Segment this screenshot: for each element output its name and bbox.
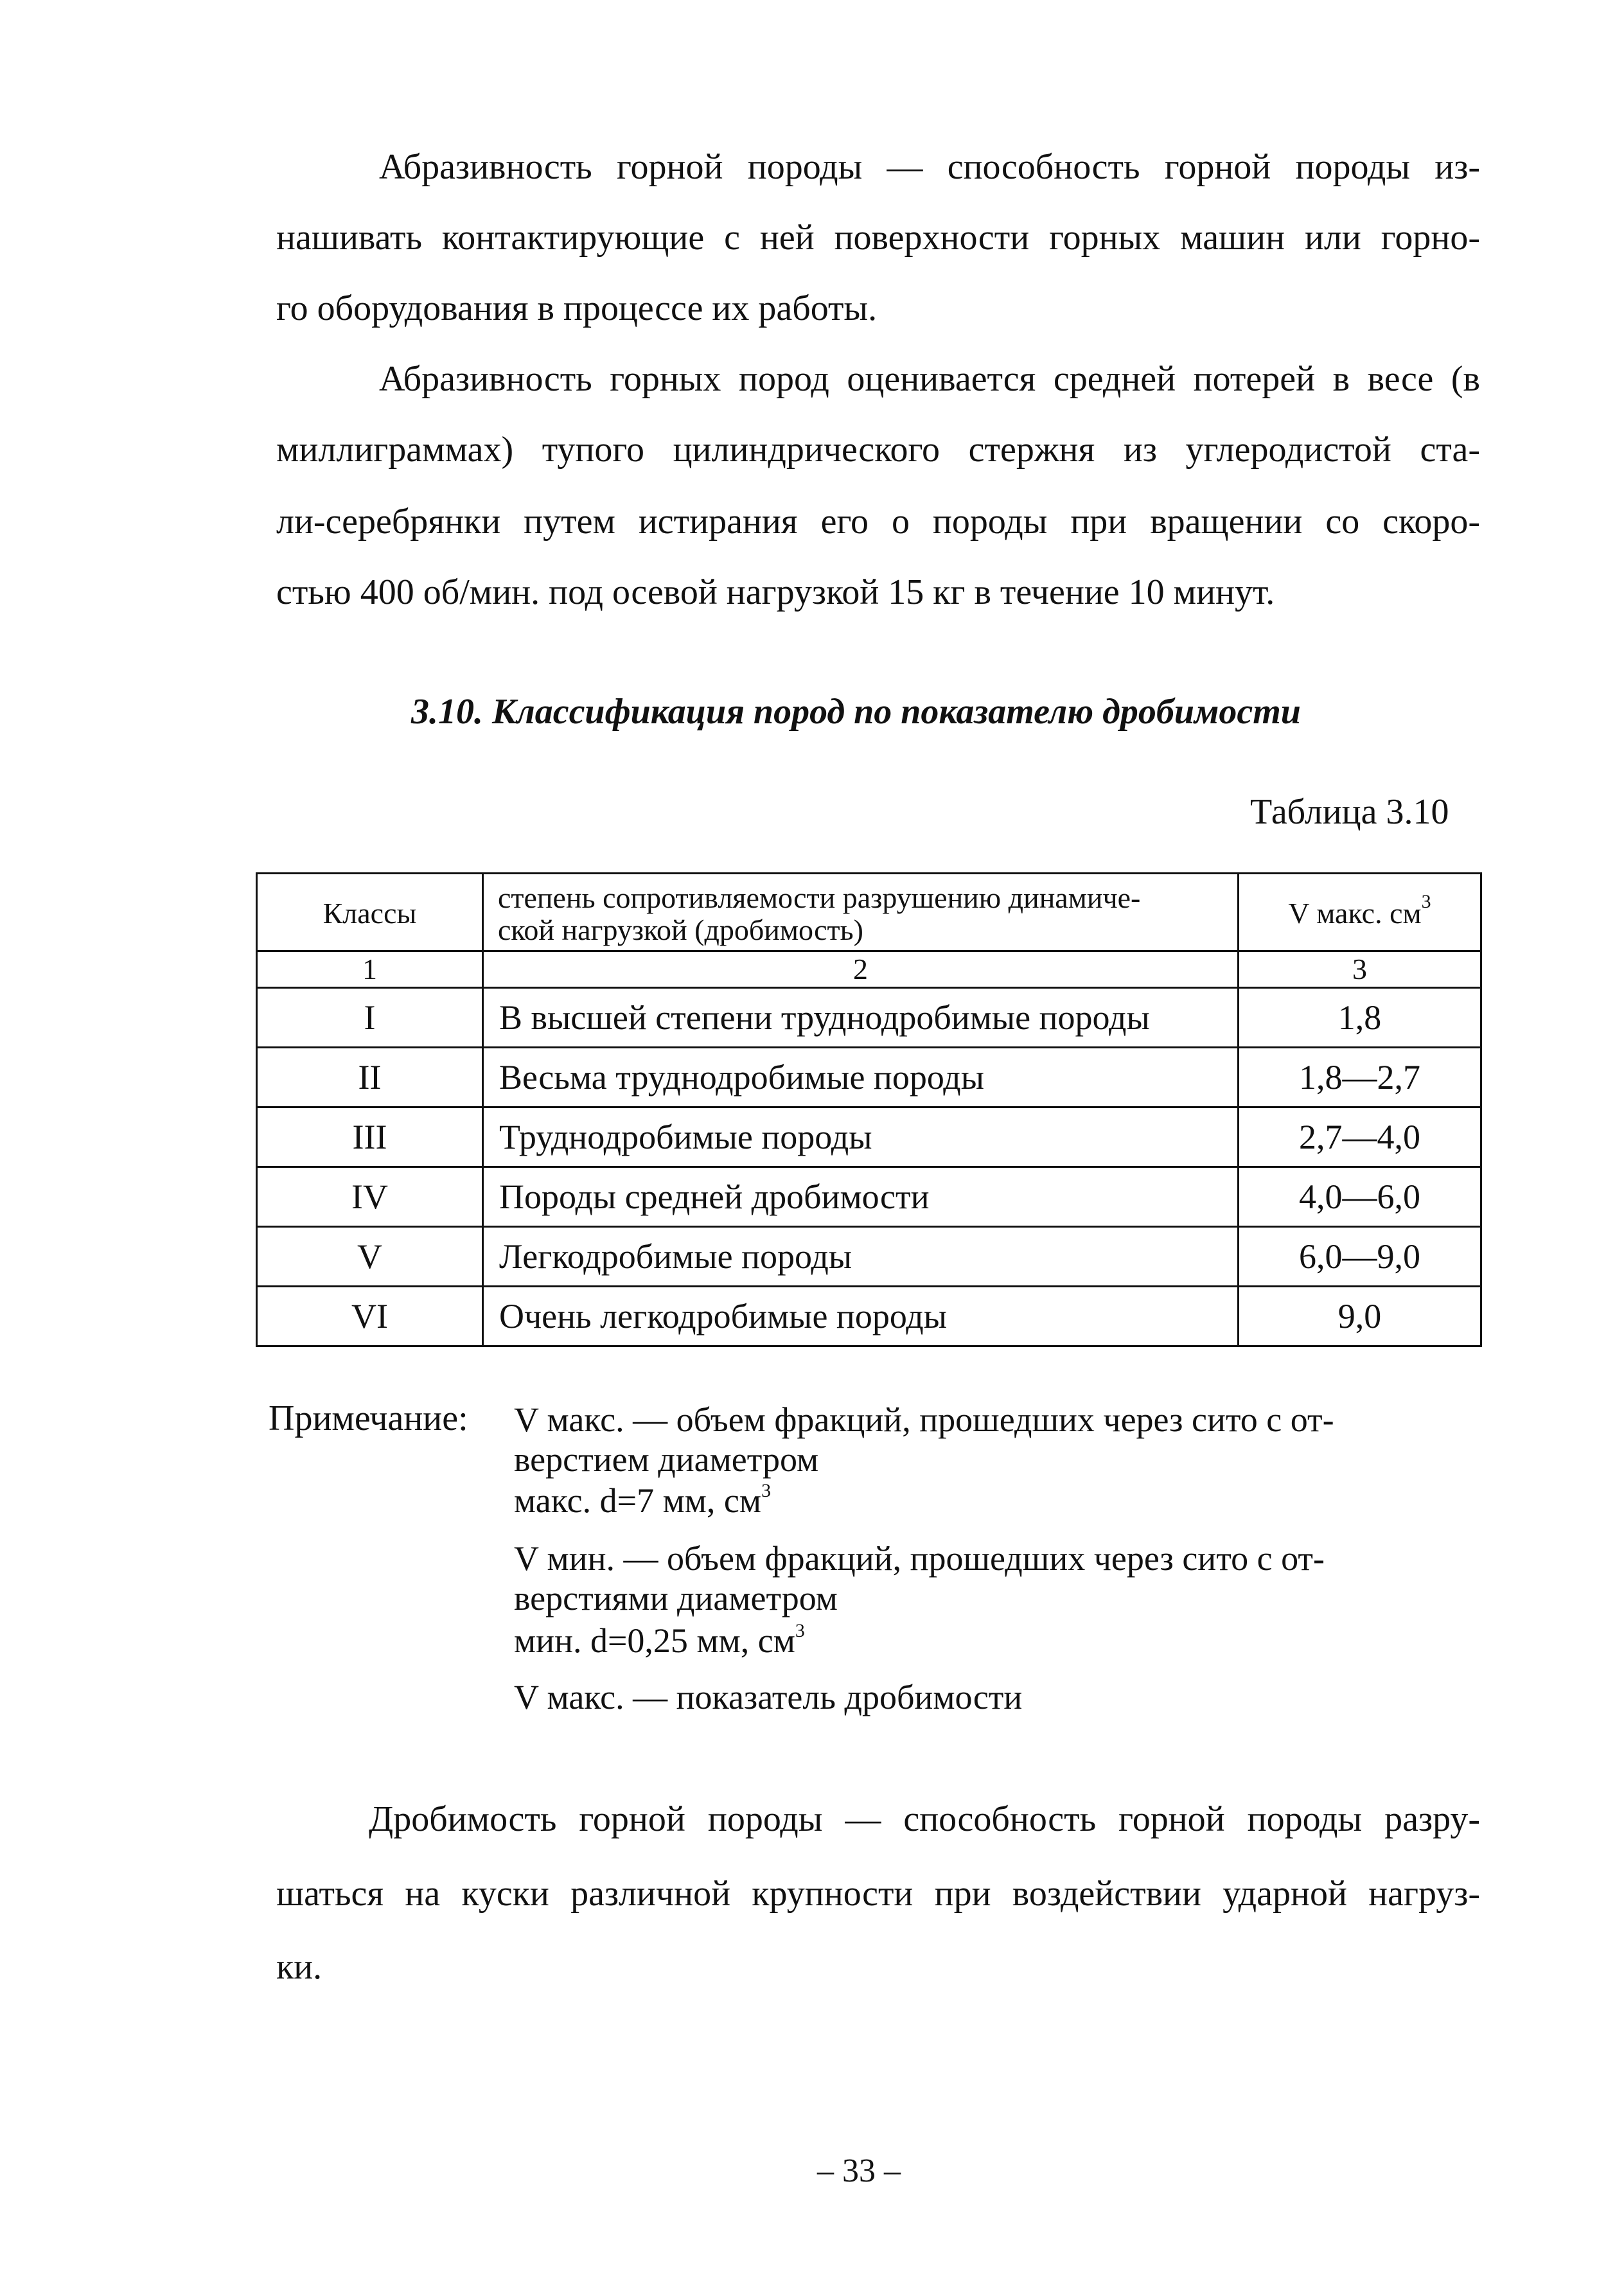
table-row — [257, 1107, 1481, 1167]
header-resistance-line2: ской нагрузкой (дробимость) — [498, 913, 863, 946]
note-label: Примечание: — [269, 1398, 468, 1438]
description-cell: Очень легкодробимые породы — [483, 1287, 1239, 1346]
note-line-text: мин. d=0,25 мм, см — [514, 1621, 795, 1660]
page-number: – 33 – — [817, 2153, 901, 2189]
text-line: миллиграммах) тупого цилиндрического стержня из углеродистой ста- — [276, 430, 1480, 470]
class-cell: V — [257, 1227, 483, 1287]
table-row — [257, 988, 1481, 1048]
table-column-numbers-row — [257, 951, 1481, 988]
class-cell: I — [257, 988, 483, 1048]
text-line: Абразивность горной породы — способность горной породы из- — [379, 147, 1480, 187]
text-line: шаться на куски различной крупности при воздействии ударной нагруз- — [276, 1874, 1480, 1914]
text-line: стью 400 об/мин. под осевой нагрузкой 15 кг в течение 10 минут. — [276, 572, 1275, 612]
class-cell: VI — [257, 1287, 483, 1346]
note-line: верстием диаметром — [514, 1440, 819, 1479]
column-number: 3 — [1239, 951, 1481, 988]
note-line — [514, 1481, 771, 1520]
header-resistance-line1: степень сопротивляемости разрушению динамиче- — [498, 881, 1141, 914]
note-sup: 3 — [761, 1480, 772, 1501]
note-line: верстиями диаметром — [514, 1579, 838, 1617]
crushability-classification-table — [256, 872, 1482, 1347]
description-cell: В высшей степени труднодробимые породы — [483, 988, 1239, 1048]
text-line: Абразивность горных пород оценивается средней потерей в весе (в — [379, 359, 1480, 399]
header-vmax-sup: 3 — [1421, 891, 1431, 912]
column-number: 2 — [483, 951, 1239, 988]
header-resistance — [483, 874, 1239, 951]
table-label: Таблица 3.10 — [1250, 792, 1449, 832]
header-vmax — [1239, 874, 1481, 951]
value-cell: 6,0—9,0 — [1239, 1227, 1481, 1287]
column-number: 1 — [257, 951, 483, 988]
class-cell: III — [257, 1107, 483, 1167]
section-heading: 3.10. Классификация пород по показателю дробимости — [411, 692, 1301, 732]
note-line: V макс. — объем фракций, прошедших через сито с от- — [514, 1400, 1334, 1439]
note-line — [514, 1621, 805, 1660]
value-cell: 4,0—6,0 — [1239, 1167, 1481, 1227]
text-line: Дробимость горной породы — способность горной породы разру- — [369, 1799, 1480, 1839]
description-cell: Труднодробимые породы — [483, 1107, 1239, 1167]
header-classes: Классы — [257, 874, 483, 951]
value-cell: 1,8—2,7 — [1239, 1048, 1481, 1107]
value-cell: 2,7—4,0 — [1239, 1107, 1481, 1167]
table-header-row — [257, 874, 1481, 951]
description-cell: Легкодробимые породы — [483, 1227, 1239, 1287]
description-cell: Породы средней дробимости — [483, 1167, 1239, 1227]
description-cell: Весьма труднодробимые породы — [483, 1048, 1239, 1107]
text-line: ли-серебрянки путем истирания его о породы при вращении со скоро- — [276, 502, 1480, 542]
table-row — [257, 1048, 1481, 1107]
text-line: нашивать контактирующие с ней поверхности горных машин или горно- — [276, 218, 1480, 258]
note-line: V макс. — показатель дробимости — [514, 1678, 1023, 1716]
note-line: V мин. — объем фракций, прошедших через сито с от- — [514, 1539, 1325, 1578]
class-cell: II — [257, 1048, 483, 1107]
table-row — [257, 1227, 1481, 1287]
note-line-text: макс. d=7 мм, см — [514, 1481, 762, 1520]
note-sup: 3 — [795, 1620, 805, 1641]
table-row — [257, 1167, 1481, 1227]
value-cell: 1,8 — [1239, 988, 1481, 1048]
header-vmax-label: V макс. см — [1288, 897, 1422, 930]
text-line: ки. — [276, 1947, 322, 1987]
value-cell: 9,0 — [1239, 1287, 1481, 1346]
text-line: го оборудования в процессе их работы. — [276, 288, 878, 328]
table-row — [257, 1287, 1481, 1346]
class-cell: IV — [257, 1167, 483, 1227]
